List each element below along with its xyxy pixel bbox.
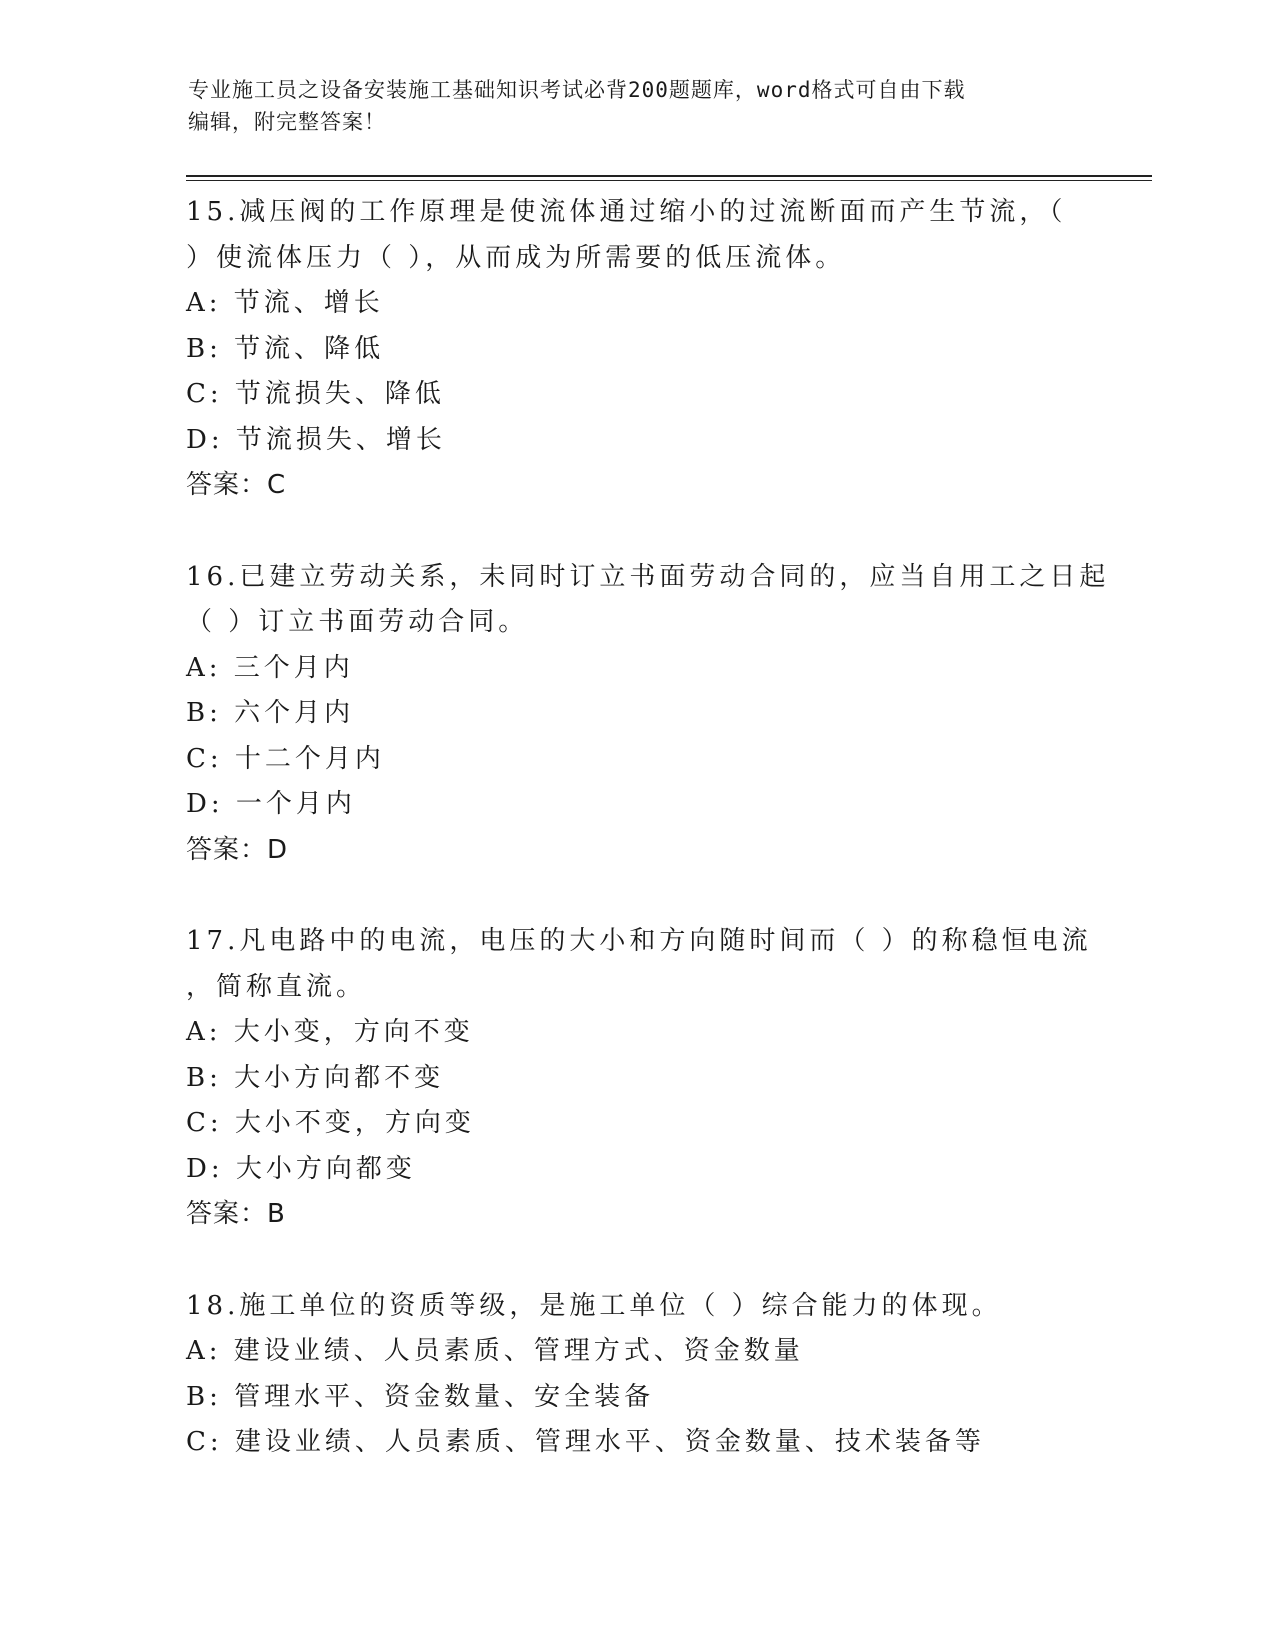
- option-c: C: 节流损失、降低: [186, 379, 445, 409]
- option-c: C: 建设业绩、人员素质、管理水平、资金数量、技术装备等: [186, 1427, 985, 1457]
- option-d: D: 大小方向都变: [186, 1153, 416, 1184]
- question-15: [186, 190, 1116, 509]
- question-18: [186, 1284, 1116, 1466]
- option-c: C: 大小不变，方向变: [186, 1108, 475, 1138]
- option-b: B: 六个月内: [186, 698, 355, 728]
- question-list: [186, 190, 1116, 1512]
- answer-label: 答案：B: [186, 1199, 286, 1229]
- option-a: A: 建设业绩、人员素质、管理方式、资金数量: [186, 1336, 804, 1366]
- answer-label: 答案：C: [186, 470, 287, 500]
- option-b: B: 管理水平、资金数量、安全装备: [186, 1381, 655, 1412]
- option-d: D: 一个月内: [186, 789, 356, 819]
- option-a: A: 三个月内: [186, 652, 354, 683]
- question-text-line: 17.凡电路中的电流，电压的大小和方向随时间而（ ）的称稳恒电流: [186, 926, 1092, 956]
- option-d: D: 节流损失、增长: [186, 424, 446, 455]
- option-a: A: 节流、增长: [186, 288, 384, 318]
- option-a: A: 大小变，方向不变: [186, 1017, 474, 1047]
- document-header: [188, 74, 1088, 138]
- question-text-line: 15.减压阀的工作原理是使流体通过缩小的过流断面而产生节流，（: [186, 197, 1067, 227]
- answer-label: 答案：D: [186, 834, 289, 865]
- question-text-line: ）使流体压力（ ），从而成为所需要的低压流体。: [186, 242, 846, 273]
- option-c: C: 十二个月内: [186, 743, 385, 774]
- header-title-line-1: 专业施工员之设备安装施工基础知识考试必背200题题库，word格式可自由下载: [188, 78, 966, 102]
- option-b: B: 节流、降低: [186, 333, 385, 364]
- question-text-line: （ ）订立书面劳动合同。: [186, 607, 529, 637]
- question-text-line: ，简称直流。: [186, 971, 367, 1002]
- header-divider-thin: [186, 180, 1152, 181]
- header-title-line-2: 编辑，附完整答案！: [188, 110, 386, 134]
- question-text-line: 16.已建立劳动关系，未同时订立书面劳动合同的，应当自用工之日起: [186, 561, 1110, 592]
- header-divider-thick: [186, 175, 1152, 177]
- question-16: [186, 555, 1116, 874]
- option-b: B: 大小方向都不变: [186, 1062, 445, 1093]
- question-17: [186, 919, 1116, 1238]
- question-text-line: 18.施工单位的资质等级，是施工单位（ ）综合能力的体现。: [186, 1290, 1002, 1321]
